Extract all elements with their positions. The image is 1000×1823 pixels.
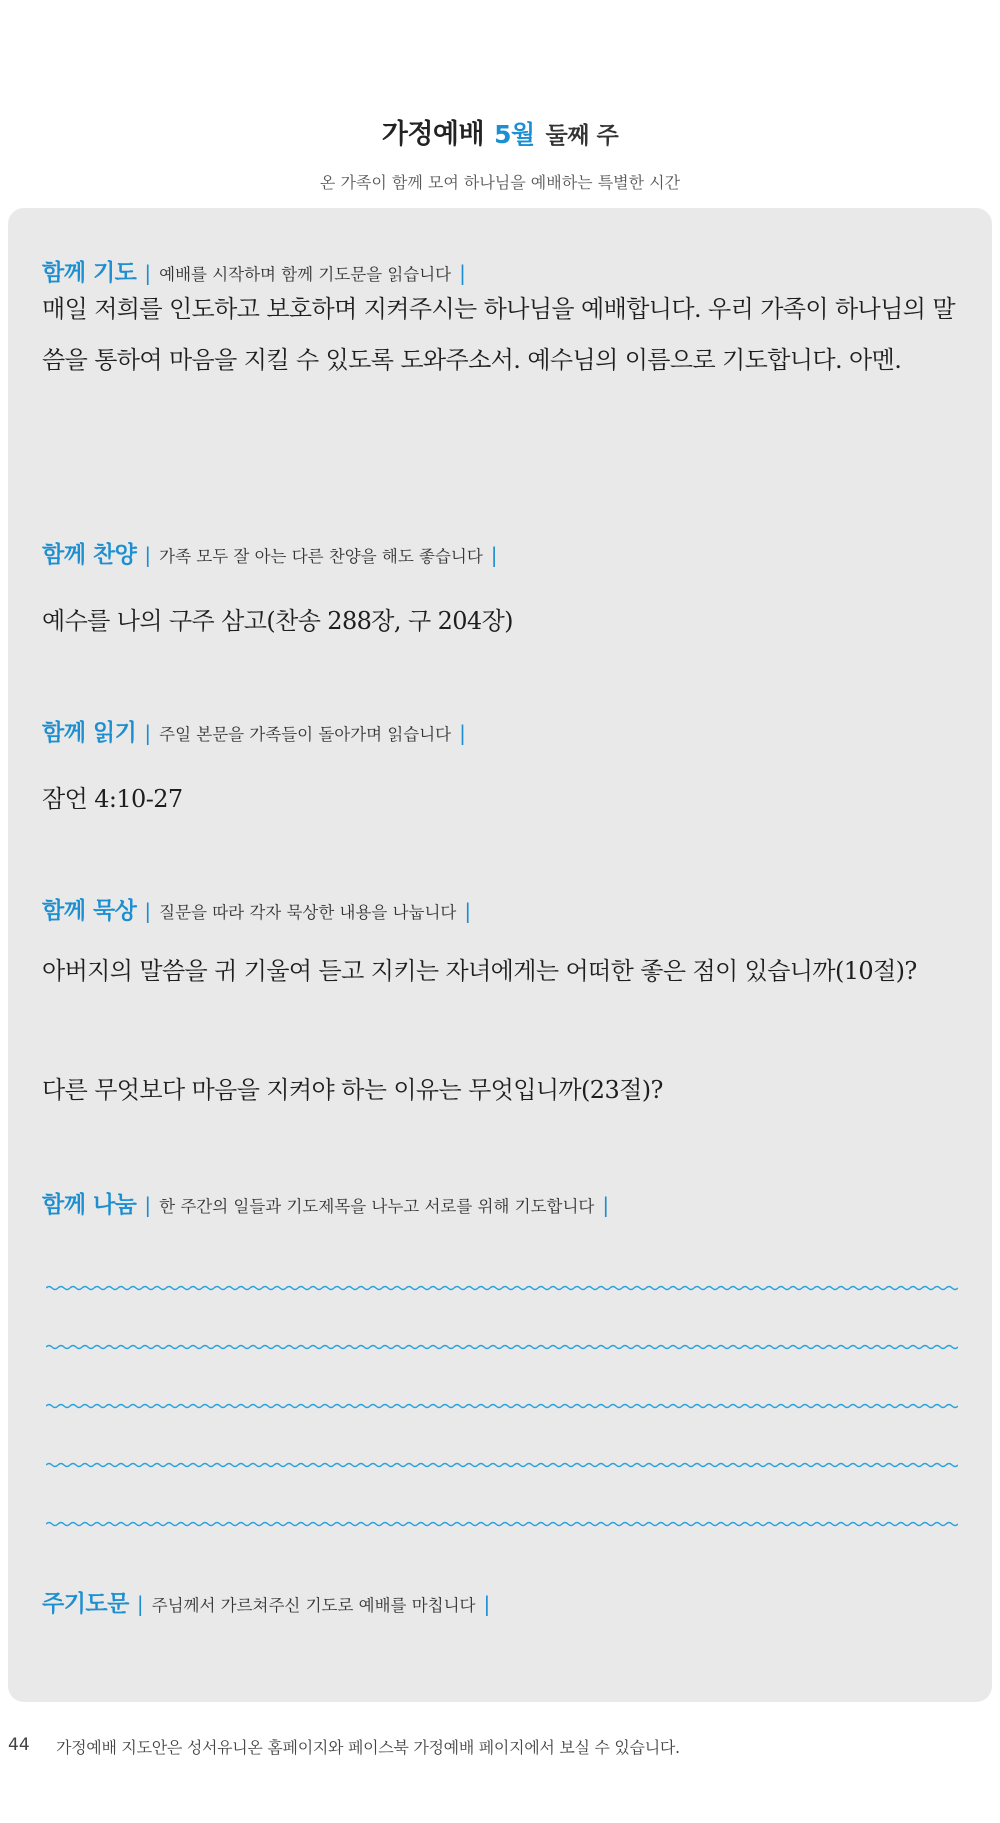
divider: | xyxy=(459,261,466,285)
lords-prayer-heading xyxy=(42,1585,498,1618)
sharing-title: 함께 나눔 xyxy=(42,1192,137,1218)
writing-line xyxy=(46,1342,958,1352)
sharing-heading xyxy=(42,1186,617,1219)
writing-line xyxy=(46,1401,958,1411)
meditation-question-1: 아버지의 말씀을 귀 기울여 듣고 지키는 자녀에게는 어떠한 좋은 점이 있습니까(10절)? xyxy=(42,957,917,985)
meditation-heading xyxy=(42,892,479,925)
sharing-desc: 한 주간의 일들과 기도제목을 나누고 서로를 위해 기도합니다 xyxy=(159,1197,595,1216)
meditation-title: 함께 묵상 xyxy=(42,898,137,924)
reading-desc: 주일 본문을 가족들이 돌아가며 읽습니다 xyxy=(159,725,452,744)
reading-title: 함께 읽기 xyxy=(42,720,137,746)
divider: | xyxy=(459,721,466,745)
reading-body: 잠언 4:10-27 xyxy=(42,785,183,813)
writing-line xyxy=(46,1460,958,1470)
meditation-question-2: 다른 무엇보다 마음을 지켜야 하는 이유는 무엇입니까(23절)? xyxy=(42,1076,663,1104)
worship-card xyxy=(8,208,992,1702)
divider: | xyxy=(483,1592,491,1616)
divider: | xyxy=(144,261,152,285)
praise-heading xyxy=(42,536,506,569)
praise-desc: 가족 모두 잘 아는 다른 찬양을 해도 좋습니다 xyxy=(159,547,483,566)
praise-title: 함께 찬양 xyxy=(42,542,137,568)
page-title xyxy=(0,112,1000,151)
writing-line xyxy=(46,1283,958,1293)
lords-prayer-title: 주기도문 xyxy=(42,1591,129,1617)
title-month: 5월 xyxy=(494,120,535,149)
prayer-desc: 예배를 시작하며 함께 기도문을 읽습니다 xyxy=(159,265,452,284)
lords-prayer-desc: 주님께서 가르쳐주신 기도로 예배를 마칩니다 xyxy=(151,1596,476,1615)
prayer-body: 매일 저희를 인도하고 보호하며 지켜주시는 하나님을 예배합니다. 우리 가족이 하나님의 말씀을 통하여 마음을 지킬 수 있도록 도와주소서. 예수님의 이름으로 기도합니다. 아멘. xyxy=(42,295,955,374)
divider: | xyxy=(144,721,152,745)
prayer-title: 함께 기도 xyxy=(42,260,137,286)
divider: | xyxy=(144,899,152,923)
divider: | xyxy=(490,543,498,567)
praise-body: 예수를 나의 구주 삼고(찬송 288장, 구 204장) xyxy=(42,607,513,635)
page-subtitle: 온 가족이 함께 모여 하나님을 예배하는 특별한 시간 xyxy=(319,173,681,192)
page-number: 44 xyxy=(8,1735,30,1755)
footer-note: 가정예배 지도안은 성서유니온 홈페이지와 페이스북 가정예배 페이지에서 보실 수 있습니다. xyxy=(56,1738,680,1757)
prayer-heading xyxy=(42,254,474,287)
divider: | xyxy=(602,1193,610,1217)
writing-line xyxy=(46,1519,958,1529)
divider: | xyxy=(144,543,152,567)
meditation-desc: 질문을 따라 각자 묵상한 내용을 나눕니다 xyxy=(159,903,457,922)
title-text: 가정예배 xyxy=(381,119,485,150)
title-week: 둘째 주 xyxy=(545,123,619,149)
divider: | xyxy=(136,1592,144,1616)
reading-heading xyxy=(42,714,474,747)
divider: | xyxy=(144,1193,152,1217)
divider: | xyxy=(464,899,472,923)
